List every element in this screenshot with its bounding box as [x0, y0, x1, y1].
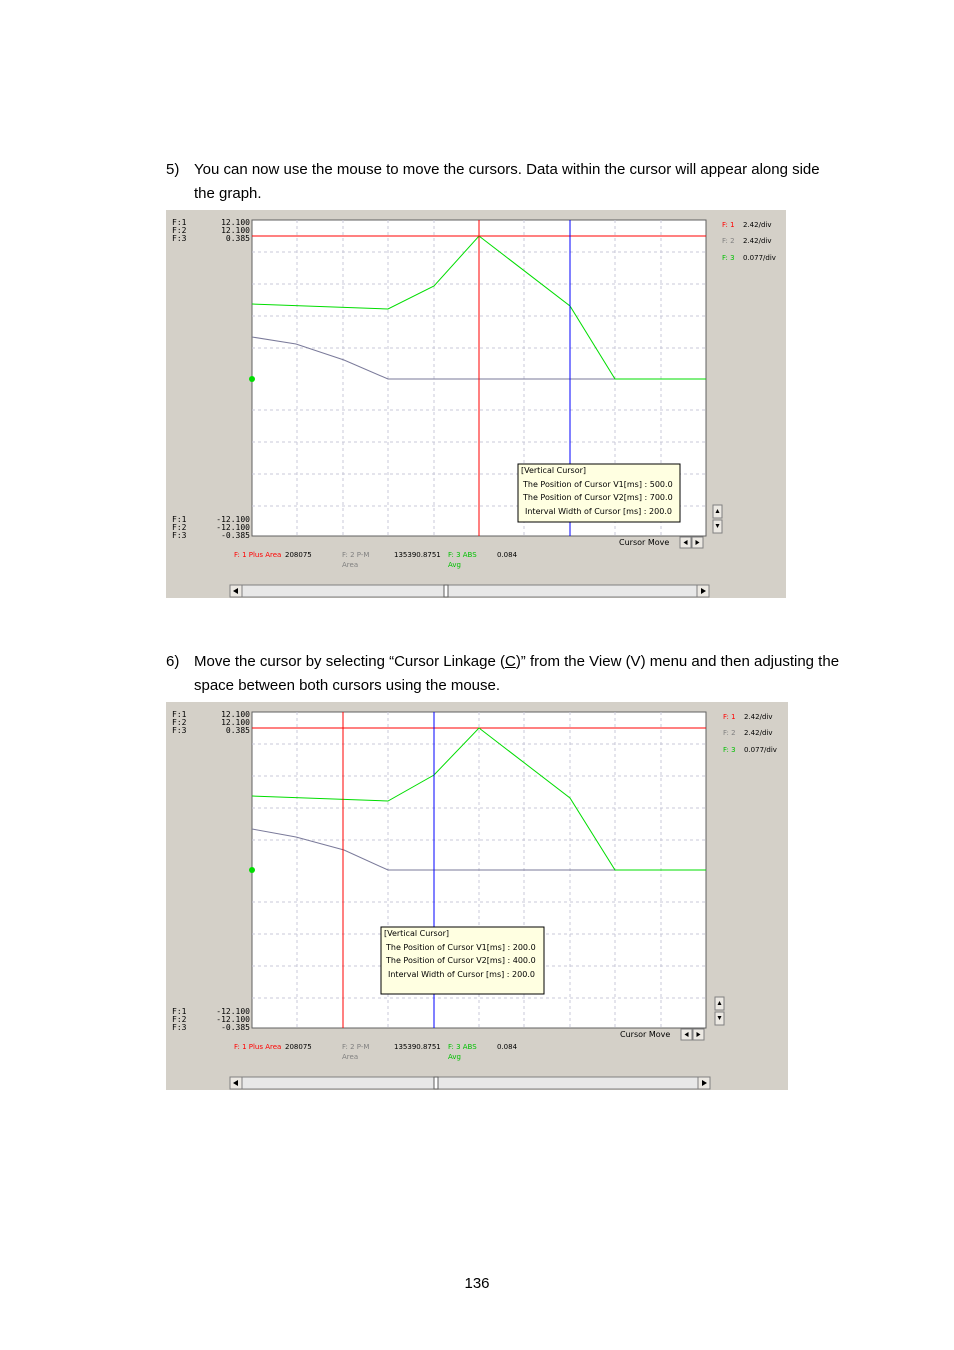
horizontal-scrollbar[interactable]: [230, 1077, 710, 1089]
tooltip-title: [Vertical Cursor]: [384, 929, 450, 938]
tooltip-line1: The Position of Cursor V1[ms] : 500.0: [523, 480, 673, 489]
svg-text:0.084: 0.084: [497, 551, 518, 559]
step-text: Move the cursor by selecting “Cursor Linkage (C)” from the View (V) menu and then adjusting the space between both cursors using the mouse.: [194, 653, 840, 694]
y-labels-top: [172, 710, 250, 735]
svg-text:F: 3: F: 3: [722, 254, 735, 262]
svg-text:F: 3 ABS: F: 3 ABS: [448, 1043, 477, 1051]
svg-text:F: 1 Plus Area: F: 1 Plus Area: [234, 1043, 282, 1051]
svg-text:12.100: 12.100: [221, 226, 250, 235]
tooltip-line2: The Position of Cursor V2[ms] : 700.0: [523, 493, 673, 502]
svg-text:F: 3: F: 3: [723, 746, 736, 754]
svg-text:F: 1: F: 1: [722, 221, 735, 229]
svg-text:-0.385: -0.385: [221, 531, 250, 540]
svg-text:2.42/div: 2.42/div: [744, 729, 773, 737]
cursor-move-buttons[interactable]: [681, 1029, 704, 1040]
svg-text:Area: Area: [342, 1053, 359, 1061]
tooltip-line3: Interval Width of Cursor [ms] : 200.0: [388, 970, 535, 979]
svg-text:Area: Area: [342, 561, 359, 569]
cursor-move-label: Cursor Move: [620, 1030, 671, 1039]
y-scroll-buttons[interactable]: [715, 997, 724, 1025]
tooltip-line3: Interval Width of Cursor [ms] : 200.0: [525, 507, 672, 516]
svg-text:135390.8751: 135390.8751: [394, 1043, 441, 1051]
svg-text:Avg: Avg: [448, 561, 461, 569]
svg-text:12.100: 12.100: [221, 218, 250, 227]
svg-text:-12.100: -12.100: [216, 523, 250, 532]
scale-legend: [723, 713, 777, 754]
tooltip-line1: The Position of Cursor V1[ms] : 200.0: [386, 943, 536, 952]
cursor-move-buttons[interactable]: [680, 537, 703, 548]
svg-text:F:1: F:1: [172, 1007, 187, 1016]
svg-text:0.385: 0.385: [225, 726, 250, 735]
svg-text:2.42/div: 2.42/div: [743, 221, 772, 229]
cursor-move-label: Cursor Move: [619, 538, 670, 547]
svg-text:-0.385: -0.385: [221, 1023, 250, 1032]
step-number: 6): [166, 653, 180, 670]
tooltip-title: [Vertical Cursor]: [521, 466, 587, 475]
svg-text:0.077/div: 0.077/div: [744, 746, 777, 754]
svg-text:F:3: F:3: [172, 1023, 187, 1032]
svg-text:F:2: F:2: [172, 523, 187, 532]
waveform-screen-2: [166, 702, 788, 1090]
svg-text:-12.100: -12.100: [216, 1015, 250, 1024]
scale-legend: [722, 221, 776, 262]
svg-text:Avg: Avg: [448, 1053, 461, 1061]
svg-text:135390.8751: 135390.8751: [394, 551, 441, 559]
cursor-tooltip: [381, 927, 544, 994]
zero-marker: [249, 376, 255, 382]
svg-text:F:2: F:2: [172, 1015, 187, 1024]
svg-text:F:2: F:2: [172, 718, 187, 727]
waveform-view: [166, 702, 788, 1090]
svg-text:F: 3 ABS: F: 3 ABS: [448, 551, 477, 559]
waveform-screen-1: [166, 210, 786, 598]
svg-text:F:1: F:1: [172, 515, 187, 524]
y-labels-bottom: [172, 1007, 250, 1032]
measurement-status: [234, 1043, 518, 1061]
svg-text:F:3: F:3: [172, 726, 187, 735]
svg-text:F: 2 P-M: F: 2 P-M: [342, 1043, 370, 1051]
svg-text:12.100: 12.100: [221, 710, 250, 719]
svg-text:208075: 208075: [285, 1043, 312, 1051]
measurement-status: [234, 551, 518, 569]
y-labels-top: [172, 218, 250, 243]
svg-text:F:3: F:3: [172, 234, 187, 243]
svg-text:F:1: F:1: [172, 710, 187, 719]
page-number: 136: [464, 1275, 490, 1292]
step-number: 5): [166, 161, 180, 178]
y-labels-bottom: [172, 515, 250, 540]
svg-text:12.100: 12.100: [221, 718, 250, 727]
zero-marker: [249, 867, 255, 873]
y-scroll-buttons[interactable]: [713, 505, 722, 533]
svg-text:0.385: 0.385: [225, 234, 250, 243]
svg-text:-12.100: -12.100: [216, 1007, 250, 1016]
horizontal-scrollbar[interactable]: [230, 585, 709, 597]
svg-text:F: 2 P-M: F: 2 P-M: [342, 551, 370, 559]
tooltip-line2: The Position of Cursor V2[ms] : 400.0: [386, 956, 536, 965]
svg-text:0.077/div: 0.077/div: [743, 254, 776, 262]
svg-text:2.42/div: 2.42/div: [743, 237, 772, 245]
waveform-view: [166, 210, 786, 598]
svg-text:F: 2: F: 2: [722, 237, 735, 245]
svg-text:F: 1: F: 1: [723, 713, 736, 721]
menu-accelerator-key: C: [504, 653, 516, 670]
svg-text:F:1: F:1: [172, 218, 187, 227]
svg-text:208075: 208075: [285, 551, 312, 559]
step-text: You can now use the mouse to move the cursors. Data within the cursor will appear along side the graph.: [194, 161, 820, 202]
svg-text:F:3: F:3: [172, 531, 187, 540]
svg-text:F:2: F:2: [172, 226, 187, 235]
svg-text:F: 2: F: 2: [723, 729, 736, 737]
cursor-tooltip: [518, 464, 680, 522]
svg-text:2.42/div: 2.42/div: [744, 713, 773, 721]
svg-text:-12.100: -12.100: [216, 515, 250, 524]
svg-text:F: 1 Plus Area: F: 1 Plus Area: [234, 551, 282, 559]
svg-text:0.084: 0.084: [497, 1043, 518, 1051]
